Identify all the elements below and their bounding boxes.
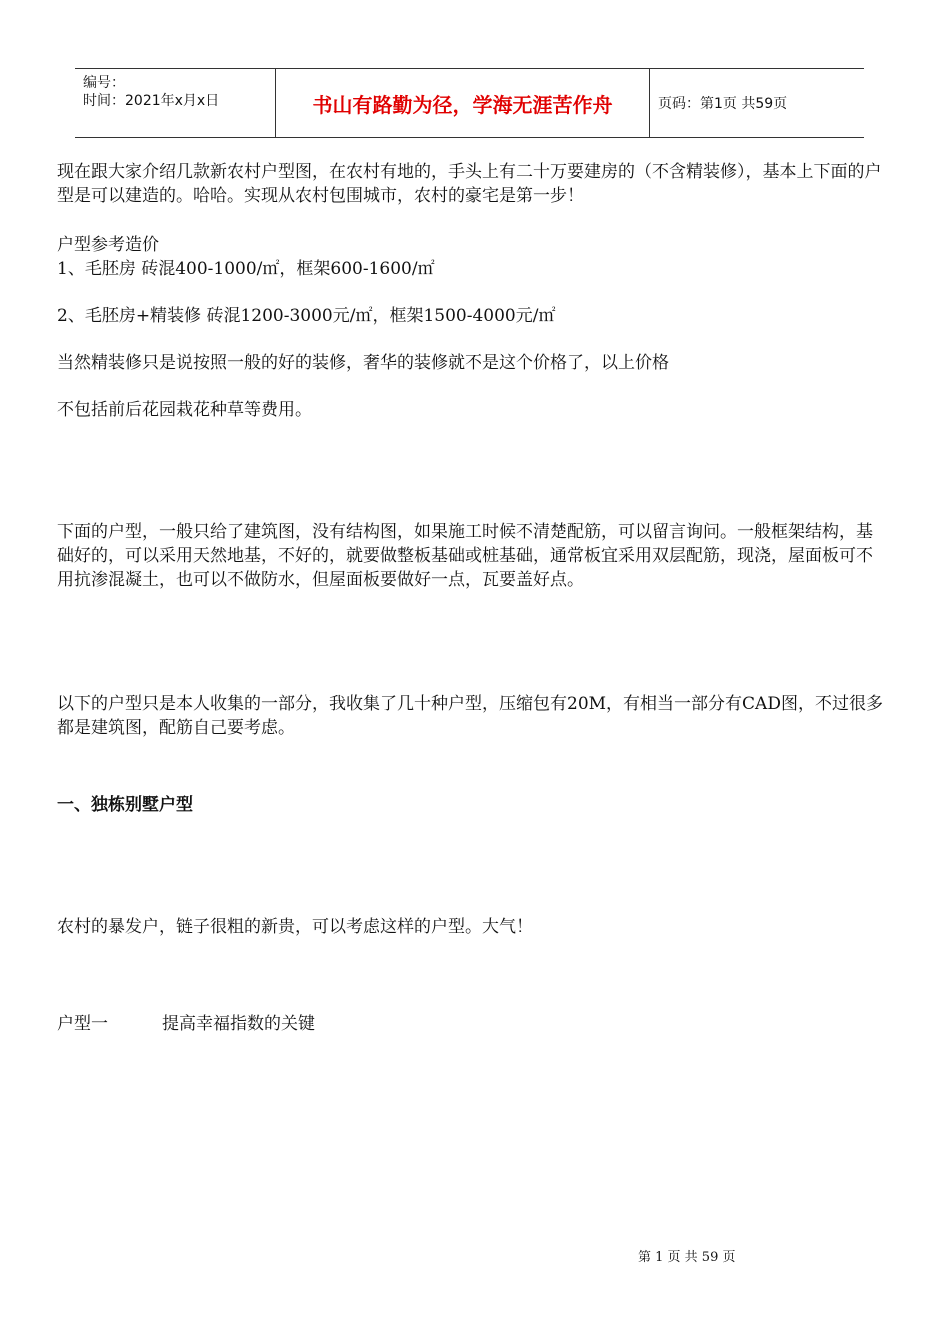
intro-paragraph: 现在跟大家介绍几款新农村户型图，在农村有地的，手头上有二十万要建房的（不含精装修），基本上下面的户型是可以建造的。哈哈。实现从农村包围城市，农村的豪宅是第一步！ (57, 162, 882, 206)
motto-text: 书山有路勤为径，学海无涯苦作舟 (312, 92, 613, 117)
page-label: 页码：第1页 共59页 (658, 96, 788, 112)
section-intro: 农村的暴发户，链子很粗的新贵，可以考虑这样的户型。大气！ (57, 917, 533, 937)
header-page-cell (650, 69, 864, 137)
type-line (57, 1012, 887, 1036)
structure-paragraph: 下面的户型，一般只给了建筑图，没有结构图，如果施工时候不清楚配筋，可以留言询问。一般框架结构，基础好的，可以采用天然地基，不好的，就要做整板基础或桩基础，通常板宜采用双层配筋，现浇，屋面板可不用抗渗混凝土，也可以不做防水，但屋面板要做好一点，瓦要盖好点。 (57, 522, 873, 590)
header-info-cell (75, 69, 276, 137)
price-title: 户型参考造价 (57, 235, 159, 255)
type-label: 户型一 (57, 1014, 108, 1034)
time-label: 时间：2021年x月x日 (83, 93, 220, 109)
note-line-1: 当然精装修只是说按照一般的好的装修，奢华的装修就不是这个价格了，以上价格 (57, 353, 669, 373)
price-item-1: 1、毛胚房 砖混400-1000/㎡，框架600-1600/㎡ (57, 259, 435, 279)
type-caption: 提高幸福指数的关键 (162, 1014, 315, 1034)
header-motto-cell (276, 69, 650, 137)
note-line-2: 不包括前后花园栽花种草等费用。 (57, 400, 312, 420)
document-header (75, 68, 864, 138)
price-item-2: 2、毛胚房+精装修 砖混1200-3000元/㎡，框架1500-4000元/㎡ (57, 306, 556, 326)
section-heading: 一、独栋别墅户型 (57, 795, 193, 815)
page-footer: 第 1 页 共 59 页 (638, 1250, 736, 1265)
number-label: 编号： (83, 75, 125, 91)
collection-paragraph: 以下的户型只是本人收集的一部分，我收集了几十种户型，压缩包有20M，有相当一部分有CAD图，不过很多都是建筑图，配筋自己要考虑。 (57, 694, 883, 738)
